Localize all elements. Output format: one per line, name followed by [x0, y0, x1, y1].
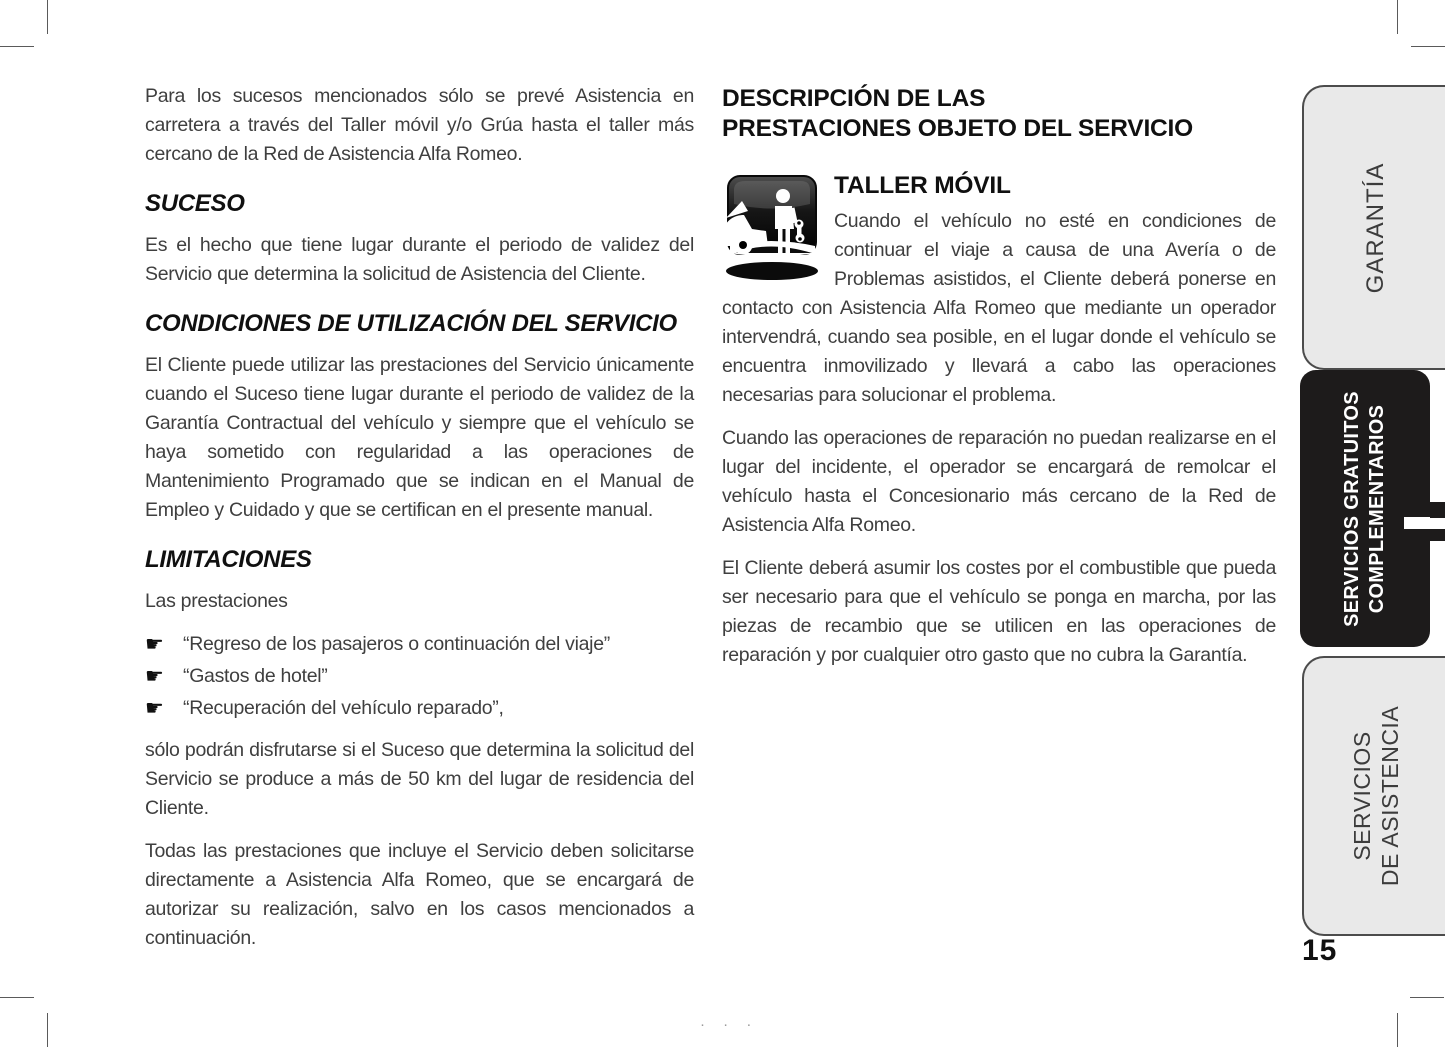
list-item	[145, 694, 694, 723]
tab-index-marker	[1429, 529, 1445, 541]
crop-mark	[1397, 0, 1398, 34]
taller-movil-title: TALLER MÓVIL	[834, 172, 1011, 199]
left-column	[145, 82, 694, 967]
tab-index-marker-slot	[1404, 517, 1430, 529]
tab-servicios-gratuitos-complementarios	[1300, 370, 1430, 647]
page-number: 15	[1302, 934, 1338, 967]
tab-garantia-label: GARANTÍA	[1361, 162, 1389, 293]
bullet-text: “Regreso de los pasajeros o continuación del viaje”	[183, 633, 610, 655]
section-title-limitaciones: LIMITACIONES	[145, 546, 312, 573]
pointing-hand-icon: ☛	[145, 664, 164, 688]
list-item	[145, 662, 694, 691]
tab-label-line-1: SERVICIOS	[1348, 731, 1375, 861]
tab-servicios-gratuitos-label	[1340, 391, 1390, 627]
intro-paragraph: Para los sucesos mencionados sólo se prevé Asistencia en carretera a través del Taller móvil y/o Grúa hasta el taller más cercano de la Red de Asistencia Alfa Romeo.	[145, 85, 694, 165]
crop-mark	[1411, 46, 1445, 47]
crop-mark	[1410, 997, 1444, 998]
crop-mark	[47, 1013, 48, 1047]
bullet-text: “Gastos de hotel”	[183, 665, 328, 687]
section-title-suceso: SUCESO	[145, 190, 245, 217]
pointing-hand-icon: ☛	[145, 696, 164, 720]
tab-label-line-2: COMPLEMENTARIOS	[1366, 404, 1388, 613]
taller-movil-paragraph-1: Cuando el vehículo no esté en condiciones de continuar el viaje a causa de una Avería o de Problemas asistidos, el Cliente deberá ponerse en contacto con Asistencia Alfa Romeo que mediante un operador intervendrá, cuando sea posible, en el lugar donde el vehículo se encuentra inmovilizado y llevará a cabo las operaciones necesarias para solucionar el problema.	[722, 210, 1276, 406]
suceso-paragraph: Es el hecho que tiene lugar durante el periodo de validez del Servicio que determina la solicitud de Asistencia del Cliente.	[145, 234, 694, 285]
crop-mark	[1397, 1013, 1398, 1047]
taller-movil-paragraph-3: El Cliente deberá asumir los costes por el combustible que pueda ser necesario para que el vehículo se ponga en marcha, por las piezas de recambio que se utilicen en las operaciones de reparación y por cualquier otro gasto que no cubra la Garantía.	[722, 557, 1276, 666]
tab-servicios-asistencia-label	[1348, 706, 1404, 886]
crop-mark	[47, 0, 48, 34]
column-heading	[722, 84, 1276, 144]
tab-servicios-de-asistencia	[1302, 656, 1445, 936]
list-item	[145, 630, 694, 659]
right-column	[722, 84, 1276, 684]
bullet-text: “Recuperación del vehículo reparado”,	[183, 697, 504, 719]
section-title-condiciones: CONDICIONES DE UTILIZACIÓN DEL SERVICIO	[145, 310, 677, 337]
limitaciones-closing: Todas las prestaciones que incluye el Servicio deben solicitarse directamente a Asistencia Alfa Romeo, que se encargará de autorizar su realización, salvo en los casos mencionados a continuación.	[145, 840, 694, 949]
taller-movil-block	[722, 172, 1276, 670]
limitaciones-intro: Las prestaciones	[145, 590, 288, 612]
heading-line-1: DESCRIPCIÓN DE LAS	[722, 85, 986, 112]
tab-label-line-2: DE ASISTENCIA	[1376, 705, 1403, 887]
mobile-workshop-icon	[722, 174, 822, 282]
tab-label-line-1: SERVICIOS GRATUITOS	[1341, 390, 1363, 627]
footer-dots: · · ·	[700, 1016, 759, 1033]
heading-line-2: PRESTACIONES OBJETO DEL SERVICIO	[722, 115, 1194, 142]
taller-movil-paragraph-2: Cuando las operaciones de reparación no puedan realizarse en el lugar del incidente, el operador se encargará de remolcar el vehículo hasta el Concesionario más cercano de la Red de Asistencia Alfa Romeo.	[722, 427, 1276, 536]
limitaciones-outro: sólo podrán disfrutarse si el Suceso que determina la solicitud del Servicio se produce a más de 50 km del lugar de residencia del Cliente.	[145, 739, 694, 819]
tab-index-marker	[1429, 502, 1445, 518]
crop-mark	[0, 46, 34, 47]
crop-mark	[0, 997, 34, 998]
condiciones-paragraph: El Cliente puede utilizar las prestaciones del Servicio únicamente cuando el Suceso tiene lugar durante el periodo de validez de la Garantía Contractual del vehículo y siempre que el vehículo se haya sometido con regularidad a las operaciones de Mantenimiento Programado que se indican en el Manual de Empleo y Cuidado y que se certifican en el presente manual.	[145, 354, 694, 521]
pointing-hand-icon: ☛	[145, 632, 164, 656]
tab-garantia	[1302, 85, 1445, 370]
